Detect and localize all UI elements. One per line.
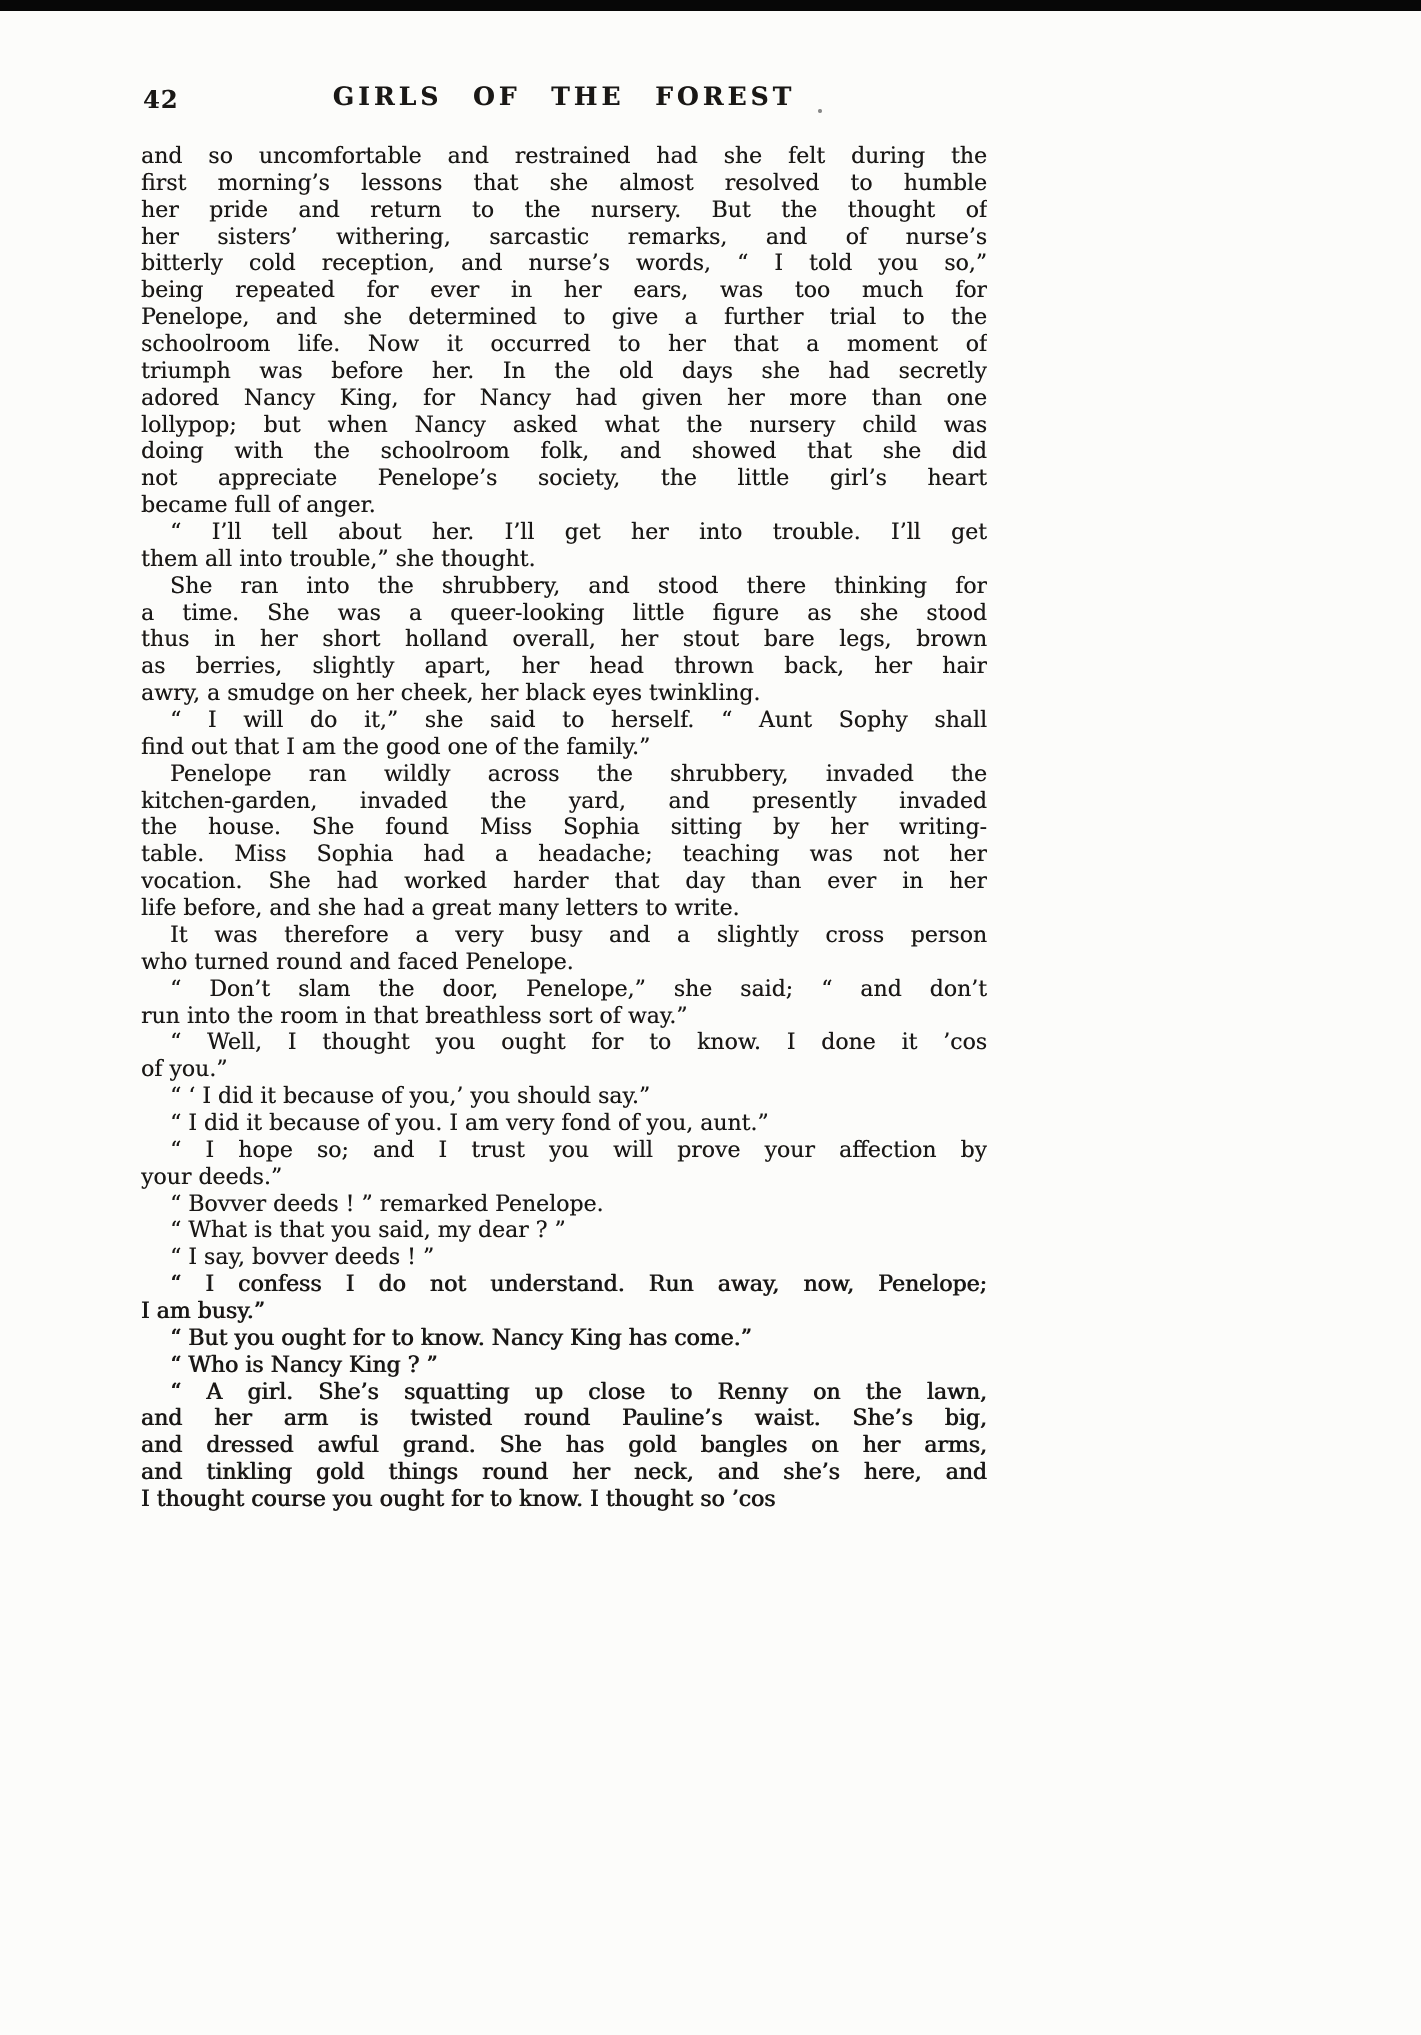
text-line: awry, a smudge on her cheek, her black eyes twinkling. (141, 681, 761, 707)
text-line: “ Bovver deeds ! ” remarked Penelope. (170, 1191, 604, 1217)
text-line: a time. She was a queer-looking little figure as she stood (141, 600, 987, 626)
text-line: as berries, slightly apart, her head thrown back, her hair (141, 654, 987, 680)
text-line: “ I’ll tell about her. I’ll get her into trouble. I’ll get (170, 520, 987, 546)
text-line: I am busy.” (141, 1298, 265, 1324)
text-line: became full of anger. (141, 493, 376, 519)
text-line: and her arm is twisted round Pauline’s waist. She’s big, (141, 1406, 987, 1432)
text-line: of you.” (141, 1057, 228, 1083)
text-line: “ I say, bovver deeds ! ” (170, 1245, 435, 1271)
paragraph (141, 762, 987, 923)
text-line: who turned round and faced Penelope. (141, 949, 574, 975)
paragraph (141, 1380, 987, 1514)
ink-speck-artifact (818, 109, 822, 113)
paragraph (141, 923, 987, 977)
text-line: “ I hope so; and I trust you will prove your affection by (170, 1137, 987, 1163)
paragraph (141, 977, 987, 1031)
text-line: “ I did it because of you. I am very fond of you, aunt.” (170, 1110, 769, 1136)
paragraph (141, 708, 987, 762)
text-line: schoolroom life. Now it occurred to her that a moment of (141, 332, 987, 358)
text-line: “ But you ought for to know. Nancy King has come.” (170, 1325, 752, 1351)
text-line: vocation. She had worked harder that day than ever in her (141, 869, 987, 895)
text-line: your deeds.” (141, 1164, 283, 1190)
text-line: lollypop; but when Nancy asked what the nursery child was (141, 412, 987, 438)
text-line: not appreciate Penelope’s society, the little girl’s heart (141, 466, 987, 492)
text-line: “ I will do it,” she said to herself. “ Aunt Sophy shall (170, 708, 987, 734)
text-line: and dressed awful grand. She has gold bangles on her arms, (141, 1433, 987, 1459)
text-line: Penelope ran wildly across the shrubbery, invaded the (170, 761, 987, 787)
text-line: them all into trouble,” she thought. (141, 546, 536, 572)
paragraph (141, 1326, 987, 1353)
text-line: first morning’s lessons that she almost resolved to humble (141, 170, 987, 196)
paragraph (141, 1245, 987, 1272)
paragraph (141, 1272, 987, 1326)
paragraph (141, 574, 987, 708)
paragraph (141, 144, 987, 520)
page-title: GIRLS OF THE FOREST (332, 82, 796, 111)
page-body (141, 144, 987, 1514)
text-line: and tinkling gold things round her neck, and she’s here, and (141, 1460, 987, 1486)
text-line: “ Well, I thought you ought for to know. I done it ’cos (170, 1030, 987, 1056)
text-line: kitchen-garden, invaded the yard, and presently invaded (141, 788, 987, 814)
text-line: She ran into the shrubbery, and stood there thinking for (170, 573, 987, 599)
text-line: table. Miss Sophia had a headache; teaching was not her (141, 842, 987, 868)
paragraph (141, 1192, 987, 1219)
text-line: “ What is that you said, my dear ? ” (170, 1218, 566, 1244)
text-line: run into the room in that breathless sort of way.” (141, 1003, 688, 1029)
paragraph (141, 1084, 987, 1111)
page-number: 42 (143, 85, 179, 114)
text-line: and so uncomfortable and restrained had she felt during the (141, 144, 987, 169)
paragraph (141, 1030, 987, 1084)
text-line: “ Who is Nancy King ? ” (170, 1352, 438, 1378)
text-line: triumph was before her. In the old days she had secretly (141, 358, 987, 384)
text-line: “ I confess I do not understand. Run away, now, Penelope; (170, 1272, 987, 1298)
text-line: her sisters’ withering, sarcastic remarks, and of nurse’s (141, 224, 987, 250)
paragraph (141, 1353, 987, 1380)
text-line: her pride and return to the nursery. But the thought of (141, 197, 987, 223)
text-line: being repeated for ever in her ears, was too much for (141, 278, 987, 304)
text-line: Penelope, and she determined to give a further trial to the (141, 305, 987, 331)
text-line: doing with the schoolroom folk, and showed that she did (141, 439, 987, 465)
text-line: adored Nancy King, for Nancy had given her more than one (141, 385, 987, 411)
text-line: thus in her short holland overall, her stout bare legs, brown (141, 627, 987, 653)
scan-edge-artifact (0, 0, 1421, 11)
paragraph (141, 520, 987, 574)
page-content (141, 82, 987, 1514)
text-line: “ ‘ I did it because of you,’ you should say.” (170, 1084, 651, 1110)
text-line: I thought course you ought for to know. I thought so ’cos (141, 1486, 776, 1512)
text-line: the house. She found Miss Sophia sitting by her writing- (141, 815, 987, 841)
text-line: It was therefore a very busy and a slightly cross person (170, 922, 987, 948)
page-header (141, 82, 987, 144)
paragraph (141, 1111, 987, 1138)
text-line: bitterly cold reception, and nurse’s words, “ I told you so,” (141, 251, 987, 277)
paragraph (141, 1218, 987, 1245)
text-line: find out that I am the good one of the family.” (141, 734, 651, 760)
text-line: “ Don’t slam the door, Penelope,” she said; “ and don’t (170, 976, 987, 1002)
text-line: “ A girl. She’s squatting up close to Renny on the lawn, (170, 1379, 987, 1405)
text-line: life before, and she had a great many letters to write. (141, 896, 740, 922)
paragraph (141, 1138, 987, 1192)
